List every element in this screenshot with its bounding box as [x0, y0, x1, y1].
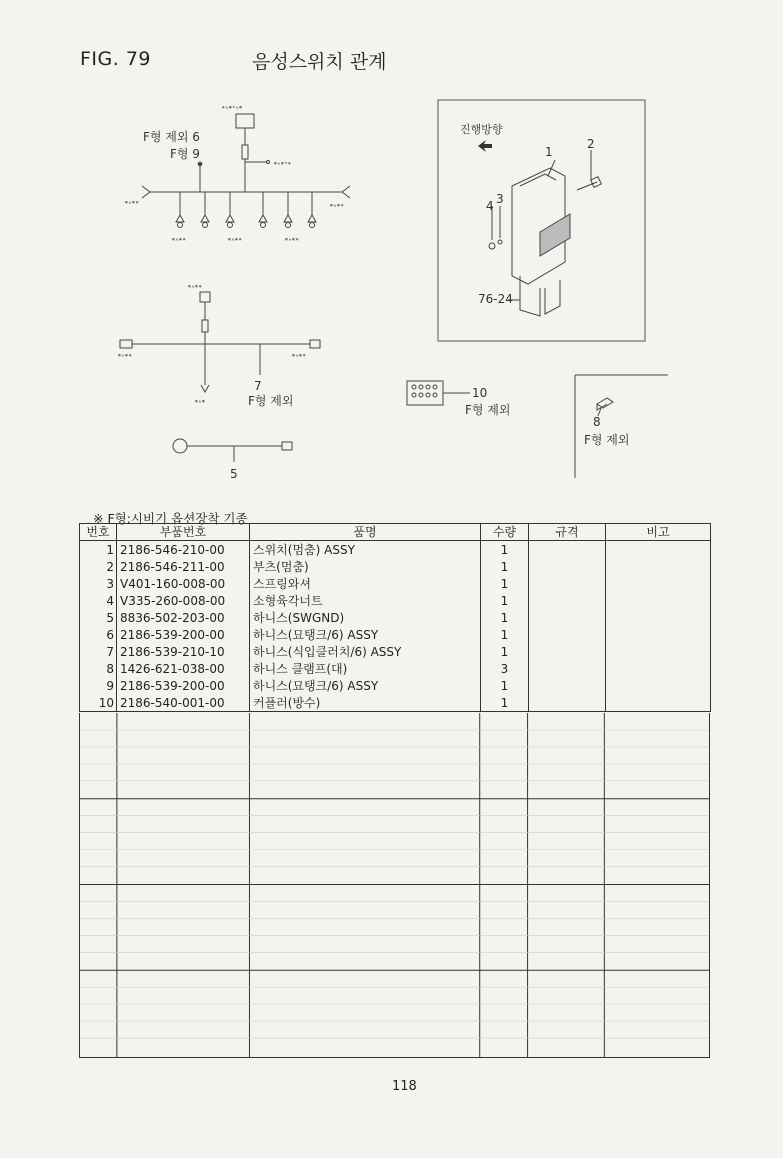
row-quantity: 3	[481, 660, 529, 677]
row-no: 7	[80, 643, 117, 660]
coupler-10-drawing	[407, 381, 470, 405]
row-quantity: 1	[481, 609, 529, 626]
row-spec	[529, 541, 606, 559]
callout-1: 1	[545, 145, 553, 159]
callout-f-excl-6: F형 제외 6	[143, 130, 200, 144]
callout-f-excl-8: F형 제외	[584, 433, 630, 447]
row-remarks	[606, 541, 711, 559]
svg-text:■ ▲ ■ ●: ■ ▲ ■ ●	[228, 237, 242, 241]
row-quantity: 1	[481, 575, 529, 592]
row-no: 10	[80, 694, 117, 712]
svg-text:■ ▲ ■ ▼ ●: ■ ▲ ■ ▼ ●	[274, 161, 291, 165]
row-no: 5	[80, 609, 117, 626]
row-spec	[529, 677, 606, 694]
callout-f-excl-7: F형 제외	[248, 394, 294, 408]
table-row	[80, 626, 711, 643]
col-header-no: 번호	[80, 524, 117, 541]
row-quantity: 1	[481, 558, 529, 575]
clamp-8-drawing	[575, 375, 668, 478]
row-no: 4	[80, 592, 117, 609]
row-no: 9	[80, 677, 117, 694]
col-header-part-name: 품명	[250, 524, 481, 541]
row-spec	[529, 558, 606, 575]
table-row	[80, 541, 711, 559]
callout-7: 7	[254, 379, 262, 393]
table-row	[80, 660, 711, 677]
row-spec	[529, 660, 606, 677]
row-spec	[529, 694, 606, 712]
svg-text:■ ▲ ■ ●: ■ ▲ ■ ●	[330, 203, 344, 207]
callout-4: 4	[486, 199, 494, 213]
row-no: 2	[80, 558, 117, 575]
row-no: 6	[80, 626, 117, 643]
row-part-name: 하니스(식입클러치/6) ASSY	[250, 643, 481, 660]
row-part-name: 부츠(멈춤)	[250, 558, 481, 575]
parts-table	[79, 523, 711, 712]
row-remarks	[606, 592, 711, 609]
table-row	[80, 609, 711, 626]
page-title: 음성스위치 관계	[252, 51, 387, 73]
table-row	[80, 592, 711, 609]
row-part-name: 소형육각너트	[250, 592, 481, 609]
row-spec	[529, 609, 606, 626]
row-part-name: 하니스 클램프(대)	[250, 660, 481, 677]
figure-number: FIG. 79	[80, 48, 152, 70]
table-row	[80, 677, 711, 694]
row-part-number: 2186-539-210-10	[117, 643, 250, 660]
row-remarks	[606, 694, 711, 712]
svg-text:■ ▲ ■: ■ ▲ ■	[195, 399, 205, 403]
row-remarks	[606, 609, 711, 626]
row-quantity: 1	[481, 677, 529, 694]
row-part-number: 2186-546-211-00	[117, 558, 250, 575]
row-part-number: 2186-539-200-00	[117, 677, 250, 694]
page-number: 118	[392, 1079, 417, 1094]
row-part-number: 2186-546-210-00	[117, 541, 250, 559]
callout-5: 5	[230, 467, 238, 481]
row-spec	[529, 592, 606, 609]
col-header-spec: 규격	[529, 524, 606, 541]
table-row	[80, 558, 711, 575]
harness-5-drawing	[173, 439, 292, 462]
callout-10: 10	[472, 386, 488, 400]
callout-76-24: 76-24	[478, 292, 513, 306]
row-part-name: 스위치(멈춤) ASSY	[250, 541, 481, 559]
row-remarks	[606, 558, 711, 575]
svg-text:■ ▲ ■ ●: ■ ▲ ■ ●	[118, 353, 132, 357]
row-remarks	[606, 677, 711, 694]
row-part-name: 하니스(묘탱크/6) ASSY	[250, 626, 481, 643]
col-header-part-number: 부품번호	[117, 524, 250, 541]
svg-text:■ ▲ ■ ●: ■ ▲ ■ ●	[292, 353, 306, 357]
harness-6-9-drawing	[125, 105, 350, 241]
table-row	[80, 643, 711, 660]
row-no: 3	[80, 575, 117, 592]
table-row	[80, 575, 711, 592]
svg-text:● ▲ ■ ▼ ▲ ■: ● ▲ ■ ▼ ▲ ■	[222, 105, 242, 109]
row-part-number: 2186-540-001-00	[117, 694, 250, 712]
row-remarks	[606, 626, 711, 643]
row-part-number: V401-160-008-00	[117, 575, 250, 592]
f-type-note: ※ F형:시비기 옵션장착 기종	[93, 511, 248, 526]
row-no: 1	[80, 541, 117, 559]
row-part-number: 1426-621-038-00	[117, 660, 250, 677]
table-row	[80, 694, 711, 712]
row-part-name: 커플러(방수)	[250, 694, 481, 712]
row-quantity: 1	[481, 643, 529, 660]
row-remarks	[606, 660, 711, 677]
switch-assy-drawing	[438, 100, 645, 341]
row-part-name: 스프링와셔	[250, 575, 481, 592]
svg-text:■ ▲ ■ ●: ■ ▲ ■ ●	[188, 284, 202, 288]
row-quantity: 1	[481, 694, 529, 712]
parts-diagram	[0, 0, 783, 520]
callout-8: 8	[593, 415, 601, 429]
row-part-number: 8836-502-203-00	[117, 609, 250, 626]
row-quantity: 1	[481, 592, 529, 609]
row-part-number: V335-260-008-00	[117, 592, 250, 609]
harness-7-drawing	[118, 284, 320, 403]
row-remarks	[606, 643, 711, 660]
row-no: 8	[80, 660, 117, 677]
row-spec	[529, 643, 606, 660]
row-spec	[529, 626, 606, 643]
col-header-remarks: 비고	[606, 524, 711, 541]
callout-3: 3	[496, 192, 504, 206]
row-part-name: 하니스(SWGND)	[250, 609, 481, 626]
callout-f-9: F형 9	[170, 147, 200, 161]
table-empty-area	[79, 713, 710, 1058]
row-spec	[529, 575, 606, 592]
row-part-number: 2186-539-200-00	[117, 626, 250, 643]
svg-text:■ ▲ ■ ●: ■ ▲ ■ ●	[285, 237, 299, 241]
callout-2: 2	[587, 137, 595, 151]
svg-text:■ ▲ ■ ●: ■ ▲ ■ ●	[125, 200, 139, 204]
row-quantity: 1	[481, 626, 529, 643]
row-remarks	[606, 575, 711, 592]
callout-direction: 진행방향	[460, 123, 503, 136]
callout-f-excl-10: F형 제외	[465, 403, 511, 417]
table-header-row	[80, 524, 711, 541]
row-quantity: 1	[481, 541, 529, 559]
row-part-name: 하니스(묘탱크/6) ASSY	[250, 677, 481, 694]
svg-text:■ ▲ ■ ●: ■ ▲ ■ ●	[172, 237, 186, 241]
col-header-quantity: 수량	[481, 524, 529, 541]
